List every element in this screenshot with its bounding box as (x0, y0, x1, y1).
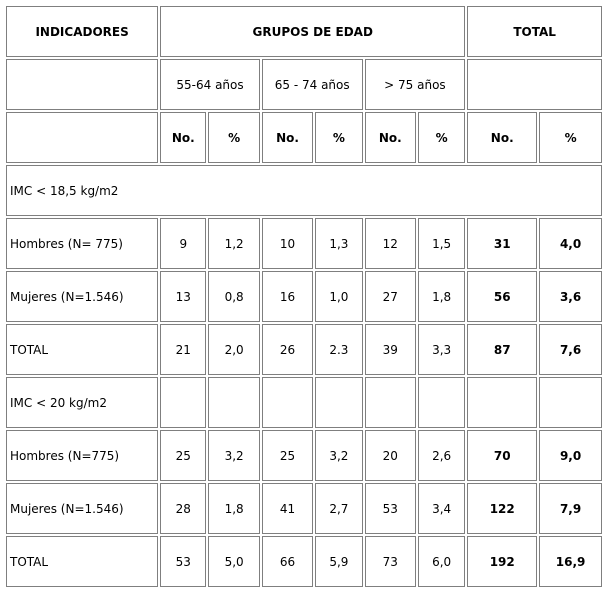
empty-cell (467, 377, 537, 428)
cell-value: 1,0 (315, 271, 362, 322)
cell-total-no: 70 (467, 430, 537, 481)
age-group-header: 65 - 74 años (262, 59, 363, 110)
empty-cell (539, 377, 602, 428)
cell-value: 41 (262, 483, 313, 534)
cell-value: 3,4 (418, 483, 465, 534)
table-row (6, 271, 602, 322)
cell-value: 1,3 (315, 218, 362, 269)
table-row (6, 536, 602, 587)
empty-cell (208, 377, 259, 428)
cell-total-no: 192 (467, 536, 537, 587)
cell-value: 16 (262, 271, 313, 322)
cell-value: 0,8 (208, 271, 259, 322)
section-title: IMC < 18,5 kg/m2 (6, 165, 602, 216)
row-label: Mujeres (N=1.546) (6, 483, 158, 534)
header-empty-cell (467, 59, 602, 110)
cell-total-pct: 16,9 (539, 536, 602, 587)
row-label: TOTAL (6, 536, 158, 587)
cell-value: 6,0 (418, 536, 465, 587)
row-label: TOTAL (6, 324, 158, 375)
header-row-2 (6, 59, 602, 110)
cell-total-pct: 4,0 (539, 218, 602, 269)
header-row-1 (6, 6, 602, 57)
row-label: Hombres (N=775) (6, 430, 158, 481)
col-header-no: No. (160, 112, 206, 163)
col-header-no: No. (365, 112, 416, 163)
cell-value: 39 (365, 324, 416, 375)
cell-value: 3,2 (208, 430, 259, 481)
empty-cell (418, 377, 465, 428)
empty-cell (315, 377, 362, 428)
col-header-pct: % (539, 112, 602, 163)
cell-value: 28 (160, 483, 206, 534)
cell-value: 27 (365, 271, 416, 322)
cell-value: 73 (365, 536, 416, 587)
header-row-3 (6, 112, 602, 163)
header-grupos-de-edad: GRUPOS DE EDAD (160, 6, 465, 57)
cell-value: 53 (160, 536, 206, 587)
cell-value: 26 (262, 324, 313, 375)
col-header-pct: % (418, 112, 465, 163)
age-group-header: > 75 años (365, 59, 466, 110)
header-empty-cell (6, 59, 158, 110)
cell-value: 13 (160, 271, 206, 322)
table-row (6, 324, 602, 375)
cell-value: 2.3 (315, 324, 362, 375)
header-indicadores: INDICADORES (6, 6, 158, 57)
table-row (6, 483, 602, 534)
cell-value: 25 (160, 430, 206, 481)
header-empty-cell (6, 112, 158, 163)
cell-value: 9 (160, 218, 206, 269)
cell-value: 21 (160, 324, 206, 375)
cell-value: 3,3 (418, 324, 465, 375)
header-total: TOTAL (467, 6, 602, 57)
cell-value: 1,5 (418, 218, 465, 269)
section-title: IMC < 20 kg/m2 (6, 377, 158, 428)
section-title-row (6, 165, 602, 216)
cell-value: 1,8 (418, 271, 465, 322)
cell-value: 3,2 (315, 430, 362, 481)
row-label: Hombres (N= 775) (6, 218, 158, 269)
cell-value: 2,0 (208, 324, 259, 375)
cell-value: 66 (262, 536, 313, 587)
cell-total-pct: 7,6 (539, 324, 602, 375)
cell-value: 5,9 (315, 536, 362, 587)
cell-total-no: 87 (467, 324, 537, 375)
cell-value: 2,6 (418, 430, 465, 481)
data-table (4, 4, 604, 589)
col-header-no: No. (467, 112, 537, 163)
table-row (6, 430, 602, 481)
empty-cell (262, 377, 313, 428)
col-header-no: No. (262, 112, 313, 163)
cell-total-no: 122 (467, 483, 537, 534)
cell-value: 2,7 (315, 483, 362, 534)
cell-total-pct: 7,9 (539, 483, 602, 534)
empty-cell (365, 377, 416, 428)
cell-value: 1,8 (208, 483, 259, 534)
row-label: Mujeres (N=1.546) (6, 271, 158, 322)
cell-value: 12 (365, 218, 416, 269)
cell-value: 5,0 (208, 536, 259, 587)
age-group-header: 55-64 años (160, 59, 260, 110)
table-row (6, 218, 602, 269)
cell-value: 10 (262, 218, 313, 269)
cell-value: 1,2 (208, 218, 259, 269)
empty-cell (160, 377, 206, 428)
cell-total-pct: 9,0 (539, 430, 602, 481)
col-header-pct: % (208, 112, 259, 163)
cell-total-no: 56 (467, 271, 537, 322)
cell-value: 25 (262, 430, 313, 481)
cell-total-no: 31 (467, 218, 537, 269)
col-header-pct: % (315, 112, 362, 163)
cell-value: 20 (365, 430, 416, 481)
section-title-row (6, 377, 602, 428)
cell-value: 53 (365, 483, 416, 534)
cell-total-pct: 3,6 (539, 271, 602, 322)
